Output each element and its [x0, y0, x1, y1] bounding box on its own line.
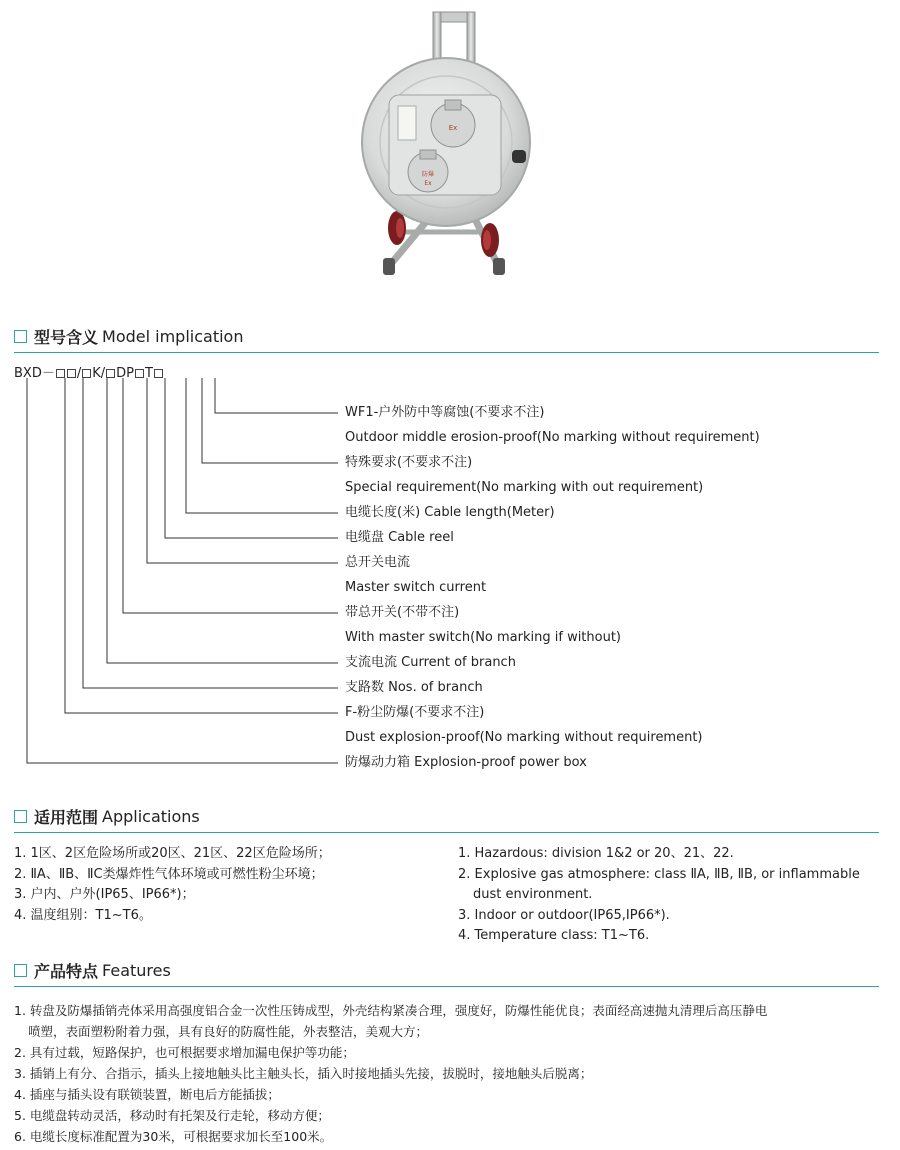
list-item: 1. 转盘及防爆插销壳体采用高强度铝合金一次性压铸成型，外壳结构紧凑合理，强度好，防爆性能优良；表面经高速抛丸清理后高压静电	[14, 1003, 768, 1018]
applications-heading-cn: 适用范围	[34, 807, 99, 827]
model-line: 电缆盘 Cable reel	[345, 530, 454, 545]
reel-panel	[389, 95, 501, 195]
section-divider	[14, 986, 879, 987]
model-line: 电缆长度(米) Cable length(Meter)	[345, 505, 555, 520]
features-heading	[14, 959, 171, 981]
square-bullet-icon	[14, 810, 27, 823]
code-sep: /	[76, 366, 82, 381]
list-item: 3. 插销上有分、合指示，插头上接地触头比主触头长，插入时接地插头先接，拔脱时，接地触头后脱离；	[14, 1066, 593, 1081]
model-heading-en: Model implication	[102, 326, 244, 346]
plate-label-1: Ex	[448, 124, 458, 132]
model-line: 支流电流 Current of branch	[345, 655, 516, 670]
model-line: Master switch current	[345, 580, 487, 595]
square-bullet-icon	[14, 330, 27, 343]
applications-heading-en: Applications	[102, 806, 200, 826]
model-line: F-粉尘防爆(不要求不注)	[345, 705, 485, 720]
code-k: K/	[92, 366, 106, 381]
model-heading-cn: 型号含义	[34, 327, 99, 347]
list-item: 6. 电缆长度标准配置为30米，可根据要求加长至100米。	[14, 1129, 333, 1144]
list-item: 4. 插座与插头设有联锁装置，断电后方能插拔；	[14, 1087, 280, 1102]
plate-label-3: Ex	[424, 180, 432, 187]
list-item: 5. 电缆盘转动灵活，移动时有托架及行走轮，移动方便；	[14, 1108, 330, 1123]
cable-reel-image	[0, 0, 900, 300]
features-list	[14, 1000, 886, 1147]
list-item: 3. Indoor or outdoor(IP65,IP66*).	[458, 907, 670, 923]
list-item: 2. Explosive gas atmosphere: class ⅡA, ⅡB, ⅡB, or inflammable	[458, 866, 860, 882]
model-line: 总开关电流	[345, 555, 411, 570]
list-item: 喷塑，表面塑粉附着力强，具有良好的防腐性能，外表整洁，美观大方；	[28, 1024, 429, 1039]
list-item: 4. 温度组别：T1~T6。	[14, 907, 152, 923]
model-line: Special requirement(No marking with out requirement)	[345, 480, 704, 495]
model-line: WF1-户外防中等腐蚀(不要求不注)	[345, 405, 545, 420]
model-line: 支路数 Nos. of branch	[345, 680, 483, 695]
list-item: 1. Hazardous: division 1&2 or 20、21、22.	[458, 846, 734, 861]
list-item: 2. 具有过载，短路保护，也可根据要求增加漏电保护等功能；	[14, 1045, 355, 1060]
list-item: 1. 1区、2区危险场所或20区、21区、22区危险场所；	[14, 846, 331, 861]
model-line: With master switch(No marking if without)	[345, 630, 622, 645]
applications-cn-list	[14, 844, 331, 926]
applications-en-list	[458, 844, 860, 947]
model-line: 防爆动力箱 Explosion-proof power box	[345, 755, 587, 770]
list-item: dust environment.	[473, 887, 593, 902]
wheel-left	[388, 211, 406, 245]
code-prefix: BXD－	[14, 366, 55, 381]
features-heading-cn: 产品特点	[34, 961, 99, 981]
code-t: T	[145, 366, 153, 381]
model-line: Dust explosion-proof(No marking without requirement)	[345, 730, 703, 745]
features-heading-en: Features	[102, 960, 171, 980]
plate-label-2: 防爆	[421, 171, 435, 178]
list-item: 4. Temperature class: T1~T6.	[458, 928, 650, 943]
model-line: 特殊要求(不要求不注)	[345, 455, 473, 470]
model-line: 带总开关(不带不注)	[345, 605, 460, 620]
model-heading	[14, 325, 243, 347]
list-item: 2. ⅡA、ⅡB、ⅡC类爆炸性气体环境或可燃性粉尘环境；	[14, 866, 324, 882]
code-dp: DP	[116, 366, 134, 381]
applications-heading	[14, 805, 200, 827]
wheel-right	[481, 223, 499, 257]
section-divider	[14, 832, 879, 833]
model-line: Outdoor middle erosion-proof(No marking without requirement)	[345, 430, 760, 445]
square-bullet-icon	[14, 964, 27, 977]
list-item: 3. 户内、户外(IP65、IP66*)；	[14, 887, 195, 902]
section-divider	[14, 352, 879, 353]
